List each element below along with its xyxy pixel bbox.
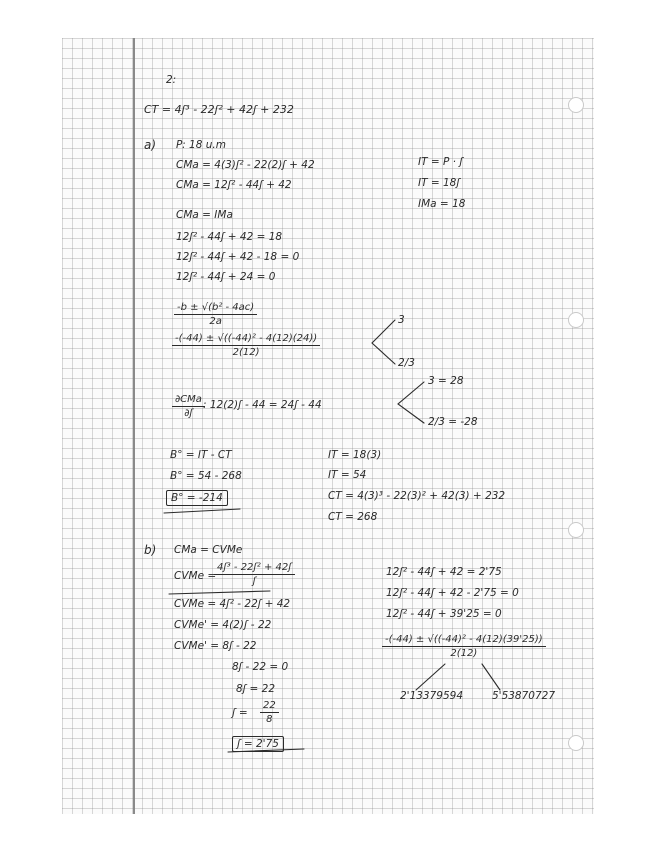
fraction-step bbox=[260, 700, 279, 725]
derivative-numerator: ∂CMa bbox=[172, 394, 205, 407]
cvme-step: CVMe = 4ʃ² - 22ʃ + 42 bbox=[174, 598, 291, 610]
marginal-equality: CMa = IMa bbox=[176, 209, 233, 221]
cma-step: CMa = 12ʃ² - 44ʃ + 42 bbox=[176, 179, 292, 191]
cvme-numerator: 4ʃ³ - 22ʃ² + 42ʃ bbox=[214, 562, 295, 575]
binder-hole bbox=[568, 522, 584, 538]
quadratic-formula bbox=[174, 302, 257, 327]
substitution-denominator: 2(12) bbox=[450, 648, 478, 659]
root-value: 2/3 bbox=[398, 357, 415, 369]
cvme-step: 8ʃ = 22 bbox=[236, 683, 276, 695]
formula-numerator: -b ± √(b² - 4ac) bbox=[174, 302, 257, 315]
derivative-rhs: : 12(2)ʃ - 44 = 24ʃ - 44 bbox=[203, 399, 322, 411]
equation-step: 12ʃ² - 44ʃ + 24 = 0 bbox=[176, 271, 276, 283]
cvme-step: CVMe' = 8ʃ - 22 bbox=[174, 640, 257, 652]
profit-result: B° = -214 bbox=[166, 490, 228, 506]
part-a-label: a) bbox=[144, 138, 157, 152]
derivative-result: 2/3 = -28 bbox=[428, 416, 478, 428]
binder-hole bbox=[568, 97, 584, 113]
revenue-note: IT = P · ʃ bbox=[418, 156, 463, 168]
given-price: P: 18 u.m bbox=[176, 139, 226, 151]
problem-number: 2: bbox=[166, 74, 177, 86]
derivative-result: 3 = 28 bbox=[428, 375, 464, 387]
root-value: 2'13379594 bbox=[400, 690, 464, 702]
revenue-note: IT = 18ʃ bbox=[418, 177, 460, 189]
right-step: 12ʃ² - 44ʃ + 42 - 2'75 = 0 bbox=[386, 587, 519, 599]
derivative-fraction bbox=[172, 394, 205, 419]
binder-hole bbox=[568, 735, 584, 751]
equation-step: 12ʃ² - 44ʃ + 42 - 18 = 0 bbox=[176, 251, 300, 263]
derivative-denominator: ∂ʃ bbox=[184, 408, 193, 419]
right-step: 12ʃ² - 44ʃ + 42 = 2'75 bbox=[386, 566, 502, 578]
margin-line bbox=[133, 38, 135, 814]
equation-step: 12ʃ² - 44ʃ + 42 = 18 bbox=[176, 231, 283, 243]
cost-function: CT = 4ʃ³ - 22ʃ² + 42ʃ + 232 bbox=[144, 103, 294, 116]
ct-step: CT = 268 bbox=[328, 511, 378, 523]
cvme-fraction bbox=[214, 562, 295, 587]
cvme-lhs: CVMe = bbox=[174, 570, 217, 582]
ct-step: IT = 18(3) bbox=[328, 449, 382, 461]
fraction-lhs: ʃ = bbox=[232, 707, 248, 719]
cvme-step: 8ʃ - 22 = 0 bbox=[232, 661, 289, 673]
quadratic-substitution-b bbox=[382, 634, 546, 659]
final-result: ʃ = 2'75 bbox=[232, 736, 284, 752]
ct-step: CT = 4(3)³ - 22(3)² + 42(3) + 232 bbox=[328, 490, 506, 502]
root-value: 5'53870727 bbox=[492, 690, 556, 702]
profit-step: B° = 54 - 268 bbox=[170, 470, 242, 482]
part-b-label: b) bbox=[144, 543, 157, 557]
cvme-denominator: ʃ bbox=[252, 576, 256, 587]
substitution-numerator: -(-44) ± √((-44)² - 4(12)(24)) bbox=[172, 333, 320, 346]
cost-equality: CMa = CVMe bbox=[174, 544, 243, 556]
right-step: 12ʃ² - 44ʃ + 39'25 = 0 bbox=[386, 608, 502, 620]
fraction-numerator: 22 bbox=[260, 700, 279, 713]
binder-hole bbox=[568, 312, 584, 328]
formula-denominator: 2a bbox=[209, 316, 222, 327]
profit-step: B° = IT - CT bbox=[170, 449, 232, 461]
root-value: 3 bbox=[398, 314, 405, 326]
substitution-denominator: 2(12) bbox=[232, 347, 260, 358]
substitution-numerator: -(-44) ± √((-44)² - 4(12)(39'25)) bbox=[382, 634, 546, 647]
ct-step: IT = 54 bbox=[328, 469, 367, 481]
cma-step: CMa = 4(3)ʃ² - 22(2)ʃ + 42 bbox=[176, 159, 315, 171]
cvme-step: CVMe' = 4(2)ʃ - 22 bbox=[174, 619, 272, 631]
quadratic-substitution bbox=[172, 333, 320, 358]
fraction-denominator: 8 bbox=[266, 714, 273, 725]
revenue-note: IMa = 18 bbox=[418, 198, 466, 210]
